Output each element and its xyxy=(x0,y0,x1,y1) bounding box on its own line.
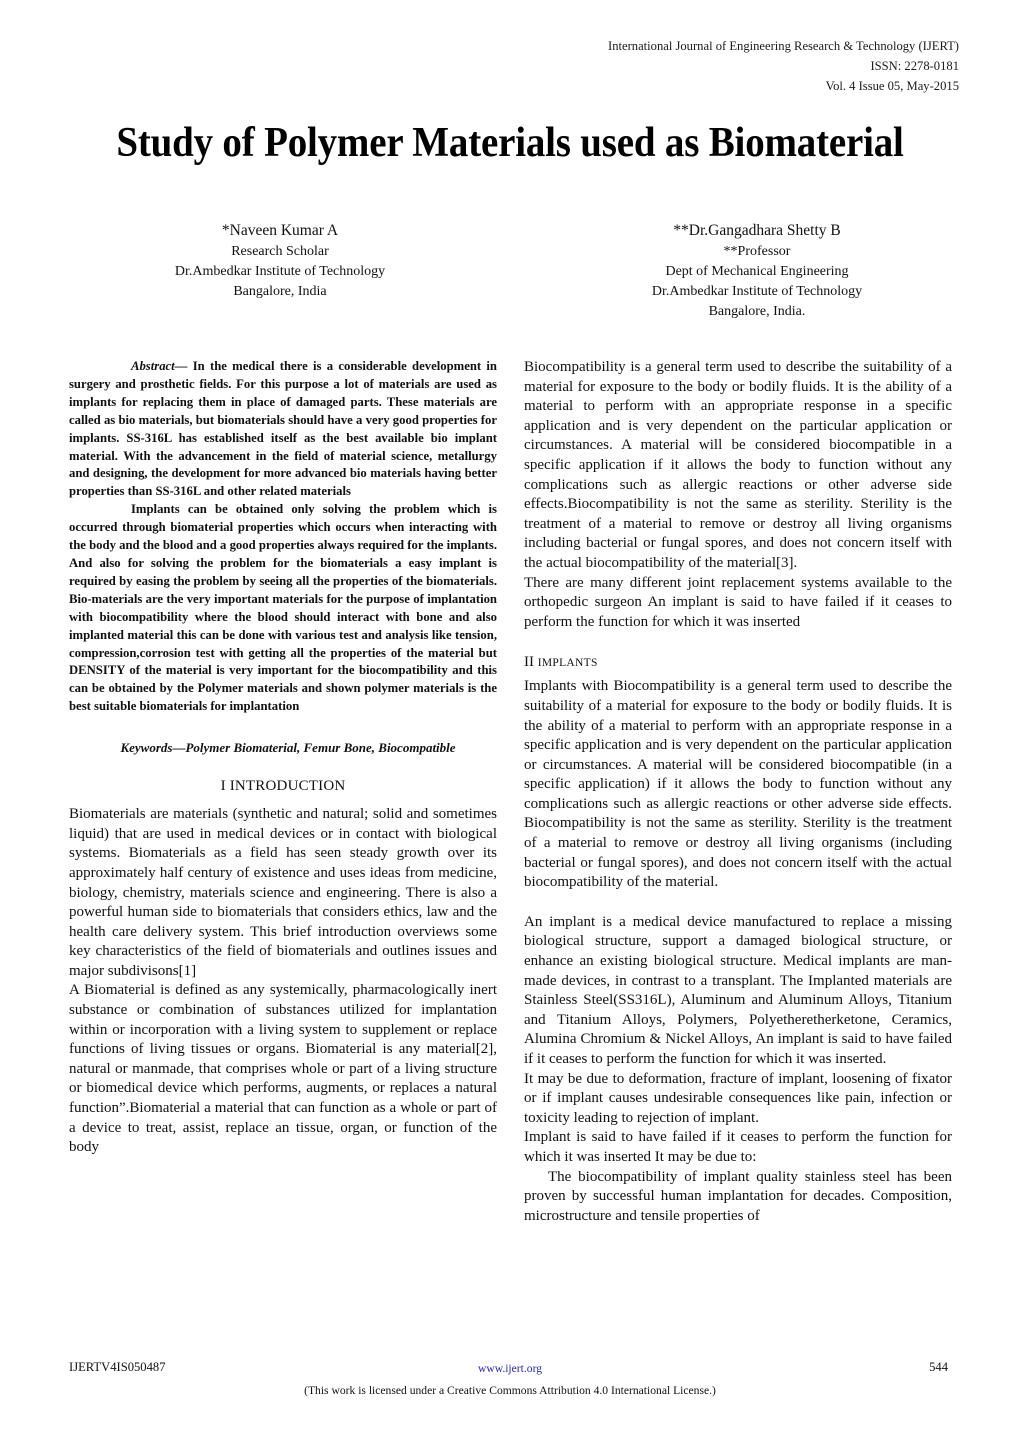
author-block-1 xyxy=(110,220,450,302)
abstract-text: In the medical there is a considerable development in surgery and prosthetic fields. For this purpose a lot of materials are used as implants for replacing them in place of damaged parts. These materials are called as bio materials, but biomaterials should have a very good properties for implants. SS-316L has established itself as the best available bio implant material. With the advancement in the field of material science, metallurgy and designing, the development for more advanced bio materials having better properties than SS-316L and other related materials xyxy=(69,359,497,499)
section-heading-introduction: I INTRODUCTION xyxy=(220,778,346,795)
author-role: **Professor xyxy=(723,244,791,259)
author-role: Research Scholar xyxy=(231,244,329,259)
author-institution: Dr.Ambedkar Institute of Technology xyxy=(174,264,386,279)
implants-paragraph-3: It may be due to deformation, fracture of implant, loosening of fixator or if implant causes undesirable consequences like pain, infection or toxicity leading to rejection of implant. xyxy=(524,1070,952,1126)
paper-id: IJERTV4IS050487 xyxy=(69,1360,166,1374)
biocompatibility-paragraph: Biocompatibility is a general term used to describe the suitability of a material for exposure to the body or bodily fluids. It is the ability of a material to perform with an appropriate response in a specific application and is very dependent on the particular application or circumstances. A material will be considered biocompatible in a specific application if it allows the body to function without any complications such as allergic reactions or other adverse side effects.Biocompatibility is not the same as sterility. Sterility is the treatment of a material to remove or destroy all living organisms including bacterial or fungal spores, and does not concern itself with the actual biocompatibility of the material[3]. xyxy=(524,359,952,571)
author-name: **Dr.Gangadhara Shetty B xyxy=(673,222,841,239)
section-heading-implants xyxy=(524,654,952,671)
author-institution: Dr.Ambedkar Institute of Technology xyxy=(651,284,863,299)
volume-issue: Vol. 4 Issue 05, May-2015 xyxy=(825,79,959,93)
implants-paragraph-1: Implants with Biocompatibility is a general term used to describe the suitability of a material for exposure to the body or bodily fluids. It is the ability of a material to perform with an appropriate response in a specific application and is very dependent on the particular application or circumstances. A material will be considered biocompatible (in a specific application) if it allows the body to function without any complications such as allergic reactions or other adverse side effects. Biocompatibility is not the same as sterility. Sterility is the treatment of a material to remove or destroy all living organisms (including bacterial or fungal spores), and does not concern itself with the actual biocompatibility of the material. xyxy=(524,678,952,891)
paper-title: Study of Polymer Materials used as Biomaterial xyxy=(116,119,904,166)
joint-replacement-paragraph: There are many different joint replacement systems available to the orthopedic surgeon An implant is said to have failed if it ceases to perform the function for which it was inserted xyxy=(524,574,952,630)
right-column xyxy=(524,358,952,1226)
implants-paragraph-4: Implant is said to have failed if it ceases to perform the function for which it was inserted It may be due to: xyxy=(524,1129,952,1165)
intro-paragraph-2: A Biomaterial is defined as any systemically, pharmacologically inert substance or combination of substances utilized for implantation within or incorporation with a living system to supplement or replace functions of living tissues or organs. Biomaterial is any material[2], natural or manmade, that comprises whole or part of a living structure or biomedical device which performs, augments, or replaces a natural function”.Biomaterial a material that can function as a whole or part of a device to treat, assist, replace an tissue, organ, or function of the body xyxy=(69,982,497,1156)
website-link[interactable]: www.ijert.org xyxy=(477,1362,543,1375)
abstract-label: Abstract— xyxy=(131,359,188,373)
author-location: Bangalore, India xyxy=(233,284,327,299)
intro-paragraph-1: Biomaterials are materials (synthetic and natural; solid and sometimes liquid) that are used in medical devices or in contact with biological systems. Biomaterials as a field has seen steady growth over its approximately half century of existence and uses ideas from medicine, biology, chemistry, materials science and engineering. There is also a powerful human side to biomaterials that considers ethics, law and the health care delivery system. This brief introduction overviews some key characteristics of the field of biomaterials and outlines issues and major subdivisons[1] xyxy=(69,806,497,979)
abstract-paragraph-1 xyxy=(69,358,497,501)
author-location: Bangalore, India. xyxy=(708,304,806,319)
journal-header xyxy=(608,36,959,96)
implants-paragraph-5: The biocompatibility of implant quality stainless steel has been proven by successful human implantation for decades. Composition, microstructure and tensile properties of xyxy=(524,1168,952,1224)
journal-name: International Journal of Engineering Research & Technology (IJERT) xyxy=(608,39,959,53)
license-notice: (This work is licensed under a Creative Commons Attribution 4.0 International License.) xyxy=(304,1384,716,1397)
abstract-paragraph-2: Implants can be obtained only solving the problem which is occurred through biomaterial properties which occurs when interacting with the body and the blood and a good properties always required for the implants. And also for solving the problem for the biomaterials a easy implant is required by easing the problem by seeing all the properties of the biomaterials. Bio-materials are the very important materials for the purpose of implantation with biocompatibility where the blood should interact with bone and also implanted material this can be done with various test and analysis like tension, compression,corrosion test with getting all the properties of the material but DENSITY of the material is very important for the biocompatibility and this can be obtained by the Polymer materials and shown polymer materials is the best suitable biomaterials for implantation xyxy=(69,502,497,714)
issn: ISSN: 2278-0181 xyxy=(870,59,959,73)
author-department: Dept of Mechanical Engineering xyxy=(665,264,849,279)
left-column xyxy=(69,358,497,1158)
section-number: II xyxy=(524,654,538,671)
keywords: Keywords—Polymer Biomaterial, Femur Bone, Biocompatible xyxy=(120,740,456,756)
section-title: IMPLANTS xyxy=(537,657,598,670)
implants-paragraph-2: An implant is a medical device manufactured to replace a missing biological structure, support a damaged biological structure, or enhance an existing biological structure. Medical implants are man-made devices, in contrast to a transplant. The Implanted materials are Stainless Steel(SS316L), Aluminum and Aluminum Alloys, Titanium and Titanium Alloys, Polymers, Polyetheretherketone, Ceramics, Alumina Chromium & Nickel Alloys, An implant is said to have failed if it ceases to perform the function for which it was inserted. xyxy=(524,913,952,1067)
page-number: 544 xyxy=(929,1360,948,1374)
author-name: *Naveen Kumar A xyxy=(221,222,339,239)
author-block-2 xyxy=(587,220,927,322)
